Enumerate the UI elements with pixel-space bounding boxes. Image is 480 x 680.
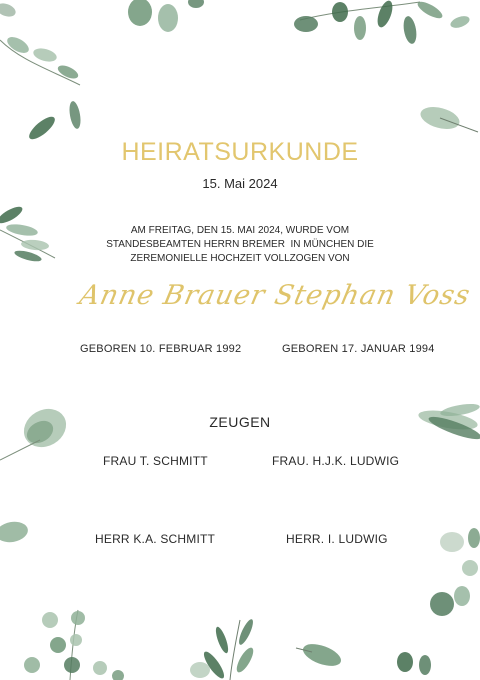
witness-name: FRAU T. SCHMITT [103,454,208,468]
witnesses-heading: ZEUGEN [209,414,271,430]
ceremony-statement [80,224,400,266]
ceremony-statement-line: AM FREITAG, DEN 15. MAI 2024, WURDE VOM [130,225,350,236]
ceremony-date: 15. Mai 2024 [202,176,278,191]
partner-2-birth-date: GEBOREN 17. JANUAR 1994 [282,343,435,355]
ceremony-statement-line: STANDESBEAMTEN HERRN BREMER IN MÜNCHEN DIE [106,239,374,250]
witness-name: HERR K.A. SCHMITT [95,532,216,546]
partner-1-signature: Anne Brauer [76,280,269,311]
partner-1-birth-date: GEBOREN 10. FEBRUAR 1992 [80,343,242,355]
witness-name: HERR. I. LUDWIG [286,532,388,546]
ceremony-statement-line: ZEREMONIELLE HOCHZEIT VOLLZOGEN VON [130,253,350,264]
certificate-title: HEIRATSURKUNDE [121,138,359,166]
partner-2-signature: Stephan Voss [271,280,474,311]
witness-name: FRAU. H.J.K. LUDWIG [272,454,400,468]
